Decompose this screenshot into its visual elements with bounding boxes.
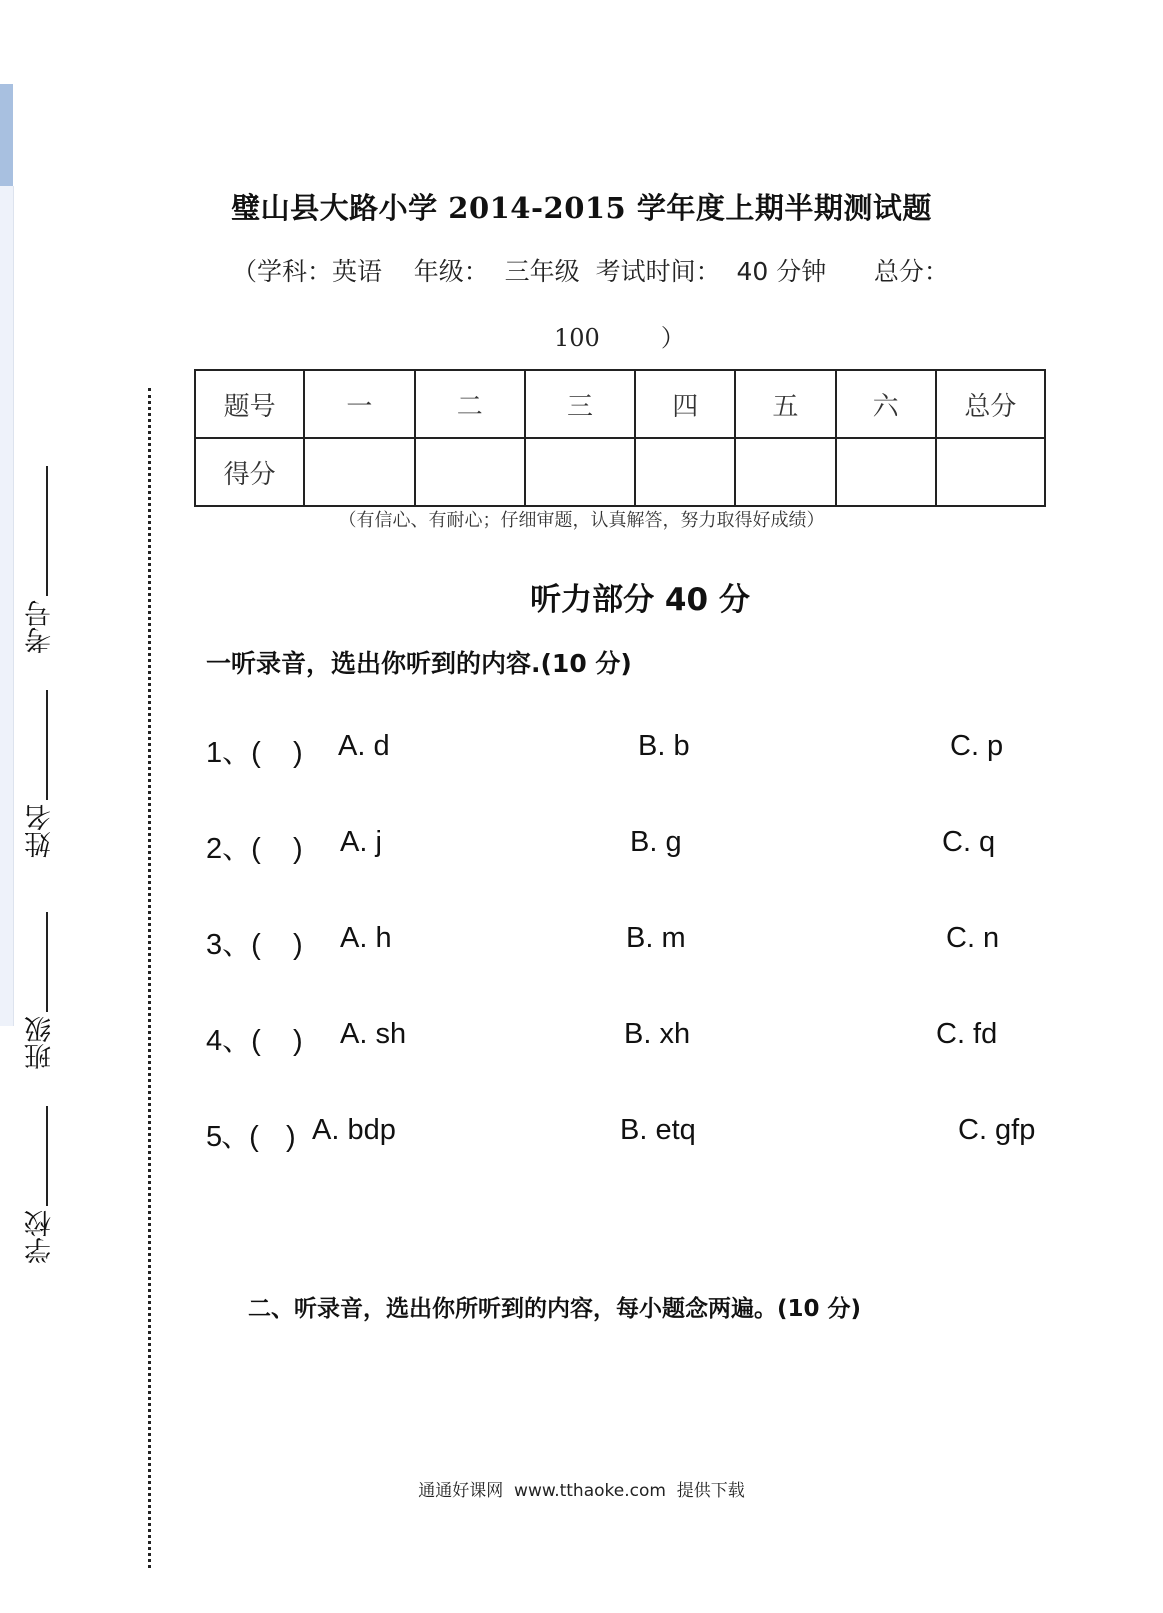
- option-a: A. bdp: [312, 1114, 396, 1146]
- exam-meta: （学科：英语 年级： 三年级 考试时间： 40 分钟 总分：: [232, 257, 949, 286]
- score-table: [194, 369, 1046, 507]
- score-cell[interactable]: [936, 438, 1045, 506]
- binding-label-exam-no: 考号: [24, 600, 56, 654]
- score-header-cell: 一: [304, 370, 414, 438]
- option-c: C. gfp: [958, 1114, 1036, 1146]
- item-number[interactable]: 4、( ): [206, 1025, 303, 1057]
- option-c: C. fd: [936, 1018, 998, 1050]
- score-header-cell: 五: [735, 370, 835, 438]
- option-b: B. g: [630, 826, 682, 858]
- question-item: [0, 826, 1163, 866]
- item-number[interactable]: 2、( ): [206, 833, 303, 865]
- option-b: B. etq: [620, 1114, 696, 1146]
- score-cell[interactable]: [525, 438, 635, 506]
- item-number[interactable]: 1、( ): [206, 737, 303, 769]
- score-cell[interactable]: [836, 438, 936, 506]
- score-header-cell: 总分: [936, 370, 1045, 438]
- item-number[interactable]: 3、( ): [206, 929, 303, 961]
- option-b: B. xh: [624, 1018, 691, 1050]
- score-header-cell: 四: [635, 370, 735, 438]
- score-cell[interactable]: [635, 438, 735, 506]
- score-header-cell: 二: [415, 370, 525, 438]
- binding-label-school: 学校: [24, 1210, 56, 1264]
- option-a: A. j: [340, 826, 382, 858]
- score-header-cell: 六: [836, 370, 936, 438]
- option-a: A. d: [338, 730, 390, 762]
- binding-label-name: 姓名: [24, 804, 56, 858]
- binding-field-exam-no: [20, 466, 60, 654]
- score-table-score-row: [195, 438, 1045, 506]
- option-b: B. m: [626, 922, 686, 954]
- exam-meta-total: 100 ）: [554, 324, 685, 352]
- question2-title: 二、听录音，选出你所听到的内容，每小题念两遍。(10 分): [248, 1296, 862, 1322]
- section-title: 听力部分 40 分: [530, 582, 750, 618]
- score-row-label: 得分: [195, 438, 304, 506]
- option-a: A. sh: [340, 1018, 407, 1050]
- question-item: [0, 1114, 1163, 1154]
- footer: 通通好课网 www.tthaoke.com 提供下载: [418, 1481, 745, 1501]
- binding-label-class: 班级: [24, 1016, 56, 1070]
- option-c: C. p: [950, 730, 1004, 762]
- side-tab: [0, 84, 13, 186]
- motto: （有信心、有耐心；仔细审题，认真解答，努力取得好成绩）: [338, 510, 825, 531]
- option-b: B. b: [638, 730, 690, 762]
- option-a: A. h: [340, 922, 392, 954]
- score-cell[interactable]: [415, 438, 525, 506]
- score-cell[interactable]: [304, 438, 414, 506]
- question-item: [0, 730, 1163, 770]
- score-cell[interactable]: [735, 438, 835, 506]
- page-title: 璧山县大路小学 2014-2015 学年度上期半期测试题: [231, 191, 932, 225]
- question-item: [0, 922, 1163, 962]
- binding-dotted-line: [148, 388, 151, 1568]
- score-header-cell: 题号: [195, 370, 304, 438]
- option-c: C. n: [946, 922, 1000, 954]
- score-header-cell: 三: [525, 370, 635, 438]
- option-c: C. q: [942, 826, 996, 858]
- question-item: [0, 1018, 1163, 1058]
- question1-title: 一听录音，选出你听到的内容.(10 分): [206, 649, 632, 678]
- score-table-header-row: [195, 370, 1045, 438]
- item-number[interactable]: 5、( ): [206, 1121, 295, 1153]
